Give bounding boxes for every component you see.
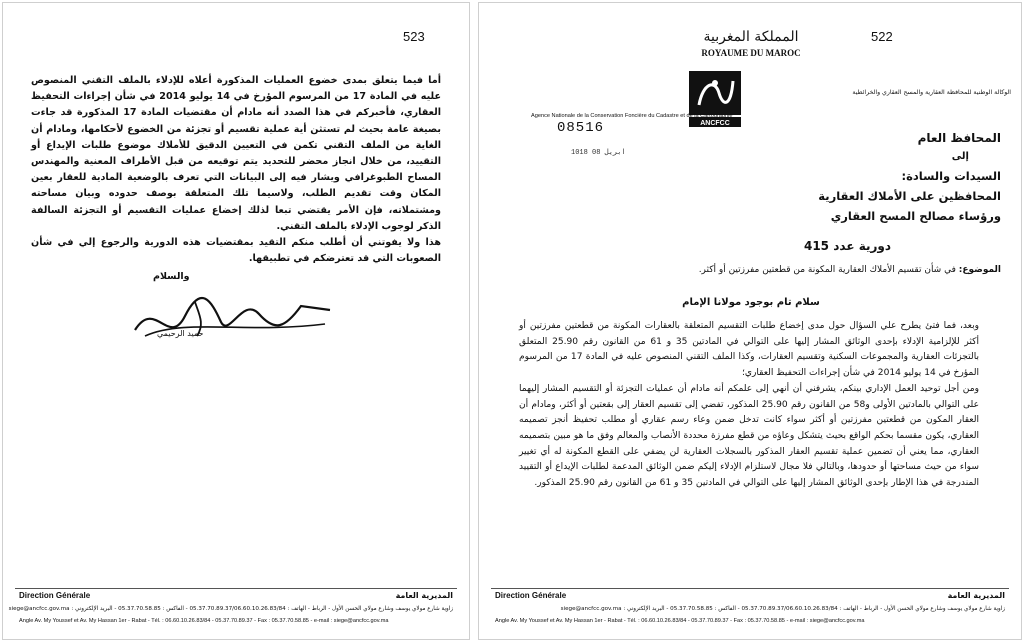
kingdom-name-ar: المملكة المغربية xyxy=(703,29,799,45)
to-label: إلى xyxy=(951,151,969,162)
circular-number: دورية عدد 415 xyxy=(803,239,891,253)
addressee-line-1: السيدات والسادة: xyxy=(901,169,1001,183)
footer-address-fr: Angle Av. My Youssef et Av. My Hassan 1er - Rabat - Tél. : 06.60.10.26.83/84 - 05.37.70.89.37 - Fax : 05.37.70.58.85 - e-mail : siege@ancfcc.gov.ma xyxy=(19,618,389,624)
footer-title-fr: Direction Générale xyxy=(495,591,567,600)
right-page xyxy=(478,2,1022,640)
document-number: 08516 xyxy=(557,120,605,136)
kingdom-name-fr: ROYAUME DU MAROC xyxy=(701,48,801,58)
footer-address-ar: زاوية شارع مولاي يوسف وشارع مولاي الحسن الأول - الرباط - الهاتف : 05.37.70.89.37/06.60.10.26.83/84 - الفاكس : 05.37.70.58.85 - البريد الإلكتروني : siege@ancfcc.gov.ma xyxy=(8,606,453,612)
sender-title: المحافظ العام xyxy=(917,131,1001,145)
agency-name-fr: Agence Nationale de la Conservation Foncière du Cadastre et de la Cartographie xyxy=(531,113,733,119)
body-paragraph: أما فيما يتعلق بمدى خضوع العمليات المذكورة أعلاه للإدلاء بالملف التقني المنصوص عليه في المادة 17 من المرسوم المؤرخ في 14 يوليو 2014 في شأن إجراءات التحفيظ العقاري، فأخبركم في هذا الصدد أنه مادام أن مقتضيات المادة 17 المذكورة قد جاءت بصيغة عامة بحيث لم تستثن أية عملية تقسيم أو تجزئة من الخضوع لأحكامها، ومادام أن الغاية من الملف التقني تكمن في التعيين الدقيق للأملاك موضوع طلبات الإيداع أو التقييد، من خلال انجاز محضر للتحديد يتم توقيعه من قبل الأطراف المعنية والمهندس المساح الطبوغرافي ويشار فيه إلى البيانات التي تعرف بالوضعية المادية للعقار بعين المكان وقت تقديم الطلب، ولاسيما تلك المتعلقة بوصف حدوده وبيان مساحته ومشتملاته، فإن الأمر يقتضي تبعا لذلك إخضاع عمليات التقسيم أو التجزئة السالفة الذكر لوجوب الإدلاء بالملف التقني. xyxy=(31,75,441,232)
signatory-name: حميد الرحيمي xyxy=(157,329,204,338)
page-footer xyxy=(491,588,1009,633)
letter-body xyxy=(31,73,441,267)
body-paragraph: ومن أجل توحيد العمل الإداري بينكم، يشرفني أن أنهي إلى علمكم أنه مادام أن عمليات التجزئة أو التقسيم المشار إليهما على التوالي بالمادتين الأولى و58 من القانون رقم 25.90 المذكور، تفضي إلى تقسيم العقار إلى بقعتين أو أكثر، ومادام أن العقار المكون من قطعتين مفرزتين أو أكثر سواء كانت تدخل ضمن وعاء رسم عقاري أو مطلب تحفيظ أنجز تصميمه العقاري، يكون مقسما بحكم الواقع بحيث يتشكل وعاؤه من قطع مفرزة محددة الأنصاب والمعالم وفق ما هو مبين بتصميمه العقاري، مما يعني أن تضمين عملية تقسيم العقار المذكور بالسجلات العقارية لن يضفي على القطع المكونة له أي تغيير سواء من حيث مساحتها أو حدودها، وبالتالي فلا مجال لاستلزام الإدلاء إليكم ضمن الوثائق المدعمة لطلبات الإيداع أو التقييد المندرجة في هذا الإطار بإحدى الوثائق المشار إليها على التوالي في المادتين 35 و 61 من القانون رقم 25.90 المذكور. xyxy=(519,383,979,489)
signature-image xyxy=(125,288,345,348)
date-stamp: 1018 08 ابريل xyxy=(571,149,626,157)
footer-title-ar: المديرية العامة xyxy=(947,591,1005,600)
footer-title-ar: المديرية العامة xyxy=(395,591,453,600)
subject-text: في شأن تقسيم الأملاك العقارية المكونة من قطعتين مفرزتين أو أكثر. xyxy=(698,265,956,275)
page-footer xyxy=(8,588,457,633)
subject-line xyxy=(699,265,1001,275)
left-page xyxy=(2,2,470,640)
page-number: 523 xyxy=(403,29,425,44)
closing-salutation: والسلام xyxy=(153,271,190,282)
letter-body xyxy=(519,319,979,492)
logo-text: ANCFCC xyxy=(700,120,730,127)
page-number: 522 xyxy=(871,29,893,44)
body-paragraph: هذا ولا يفوتني أن أطلب منكم التقيد بمقتضيات هذه الدورية والرجوع إلي في شأن الصعوبات التي قد تعترضكم في تطبيقها. xyxy=(31,237,441,265)
footer-title-fr: Direction Générale xyxy=(19,591,91,600)
subject-label: الموضوع: xyxy=(958,265,1001,275)
agency-logo xyxy=(685,69,745,129)
agency-name-ar: الوكالة الوطنية للمحافظة العقارية والمسح العقاري والخرائطية xyxy=(852,89,1011,96)
body-paragraph: وبعد، فما فتئ يطرح علي السؤال حول مدى إخضاع طلبات التقسيم المتعلقة بالعقارات المكونة من قطعتين مفرزتين أو أكثر للإلزامية الإدلاء بإحدى الوثائق المشار إليها على التوالي في المادتين 35 و 61 من القانون رقم 25.90 المتعلق بالتجزئات العقارية والمجموعات السكنية وتقسيم العقارات، وكذا الملف التقني المنصوص عليه في المادة 17 من المرسوم المؤرخ في 14 يوليو 2014 في شأن إجراءات التحفيظ العقاري؛ xyxy=(519,321,979,379)
greeting: سلام تام بوجود مولانا الإمام xyxy=(682,297,820,308)
footer-address-fr: Angle Av. My Youssef et Av. My Hassan 1er - Rabat - Tél. : 06.60.10.26.83/84 - 05.37.70.89.37 - Fax : 05.37.70.58.85 - e-mail : siege@ancfcc.gov.ma xyxy=(495,618,865,624)
addressee-line-2: المحافظين على الأملاك العقارية xyxy=(818,189,1001,203)
addressee-line-3: ورؤساء مصالح المسح العقاري xyxy=(830,209,1001,223)
footer-address-ar: زاوية شارع مولاي يوسف وشارع مولاي الحسن الأول - الرباط - الهاتف : 05.37.70.89.37/06.60.10.26.83/84 - الفاكس : 05.37.70.58.85 - البريد الإلكتروني : siege@ancfcc.gov.ma xyxy=(560,606,1005,612)
